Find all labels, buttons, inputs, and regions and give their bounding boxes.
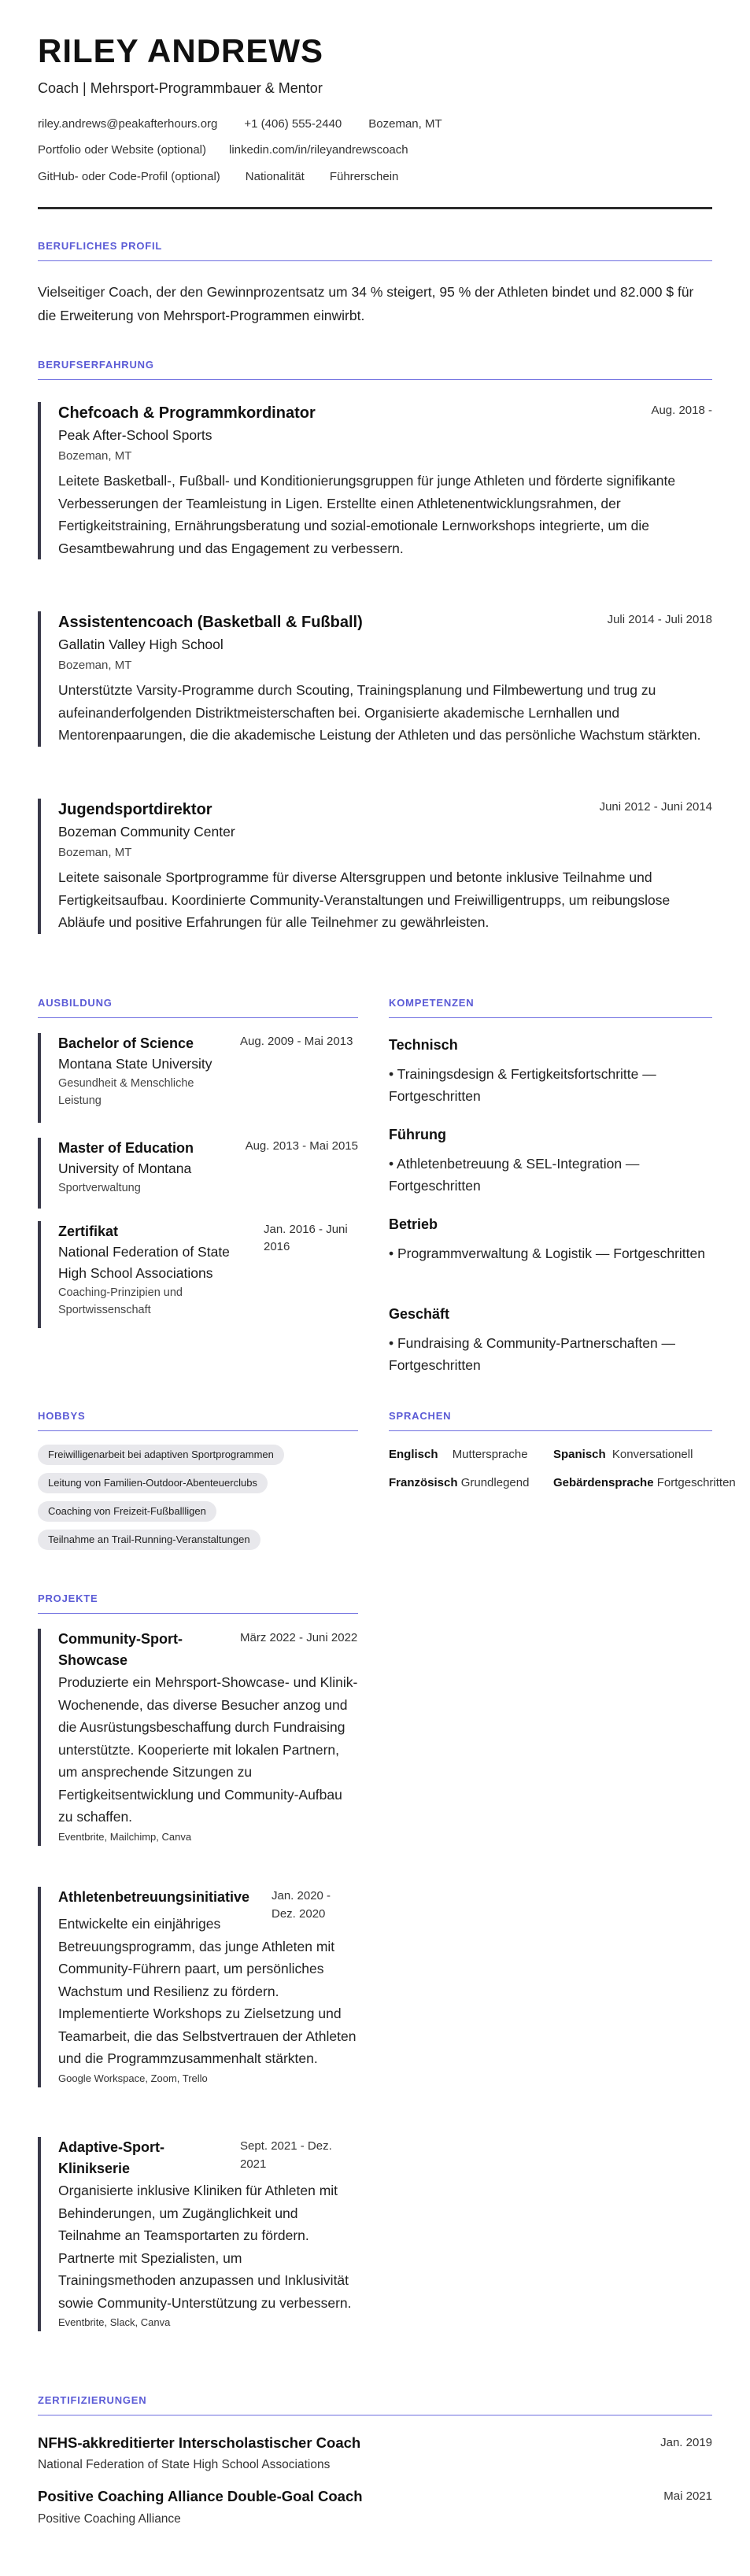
section-rule [38,1430,358,1431]
job-title: Chefcoach & Programmkordinator [58,404,316,422]
linkedin-link[interactable]: linkedin.com/in/rileyandrewscoach [229,143,408,157]
skill-category: Technisch [389,1037,458,1053]
hobby-chip: Freiwilligenarbeit bei adaptiven Sportprogrammen [38,1445,284,1465]
certification-title: NFHS-akkreditierter Interscholastischer Coach [38,2434,361,2451]
certification-issuer: National Federation of State High School Associations [38,2458,331,2471]
language-entry [553,1476,736,1489]
skill-category: Geschäft [389,1306,450,1322]
header-divider [38,207,712,209]
job-location: Bozeman, MT [58,659,132,672]
school-name: University of Montana [58,1161,192,1176]
skill-item: • Fundraising & Community-Partnerschaften — Fortgeschritten [389,1335,676,1373]
section-rule [38,379,712,380]
job-employer: Peak After-School Sports [58,427,212,443]
hobby-chip: Leitung von Familien-Outdoor-Abenteuerclubs [38,1473,268,1493]
experience-item [38,799,712,934]
skill-category: Führung [389,1127,446,1142]
section-heading-profile: BERUFLICHES PROFIL [38,240,163,252]
project-tools: Eventbrite, Slack, Canva [58,2316,171,2328]
certification-issuer: Positive Coaching Alliance [38,2512,181,2526]
section-rule [389,1017,712,1018]
education-item [38,1033,358,1123]
language-level: Muttersprache [452,1448,528,1461]
job-title: Assistentencoach (Basketball & Fußball) [58,614,363,631]
field-of-study: Coaching-Prinzipien und Sportwissenschaft [58,1286,183,1316]
candidate-name: RILEY ANDREWS [38,32,324,69]
license-text: Führerschein [329,170,399,183]
job-date: Juli 2014 - Juli 2018 [607,613,712,626]
school-name: National Federation of State High School Associations [58,1244,230,1281]
section-heading-languages: SPRACHEN [389,1410,452,1422]
job-date: Juni 2012 - Juni 2014 [599,800,712,814]
education-date: Aug. 2009 - Mai 2013 [240,1035,353,1048]
certification-title: Positive Coaching Alliance Double-Goal Coach [38,2488,363,2504]
project-description: Entwickelte ein einjähriges Betreuungsprogramm, das junge Athleten mit Community-Führern paart, um persönliches Wachstum und Resilienz zu fördern. Implementierte Workshops zu Zielsetzung und Teamarbeit, die das Selbstvertrauen der Athleten und die Programmzusammenhalt stärkten. [58,1916,357,2066]
job-location: Bozeman, MT [58,846,132,859]
skill-item: • Athletenbetreuung & SEL-Integration — Fortgeschritten [389,1156,640,1194]
job-employer: Gallatin Valley High School [58,637,224,652]
job-date: Aug. 2018 - [651,404,712,417]
certification-date: Mai 2021 [663,2489,712,2503]
certification-date: Jan. 2019 [660,2436,712,2449]
section-rule [38,1017,358,1018]
language-entry [553,1448,693,1461]
field-of-study: Gesundheit & Menschliche Leistung [58,1077,194,1107]
degree-title: Zertifikat [58,1223,119,1239]
github-link[interactable]: GitHub- oder Code-Profil (optional) [38,170,220,183]
hobby-chip: Teilnahme an Trail-Running-Veranstaltungen [38,1530,260,1550]
hobby-chip: Coaching von Freizeit-Fußballligen [38,1501,216,1522]
section-heading-projects: PROJEKTE [38,1592,98,1604]
language-entry [389,1448,528,1461]
project-title: Adaptive-Sport-Klinikserie [58,2139,164,2176]
language-name: Spanisch [553,1448,606,1461]
project-description: Produzierte ein Mehrsport-Showcase- und Klinik-Wochenende, das diverse Besucher anzog und die Ausrüstungsbeschaffung durch Fundraising unterstützte. Kooperierte mit lokalen Partnern, um ansprechende Sitzungen zu Fertigkeitsentwicklung und Community-Aufbau zu schaffen. [58,1674,358,1825]
project-title: Athletenbetreuungsinitiative [58,1889,250,1905]
job-description: Unterstützte Varsity-Programme durch Scouting, Trainingsplanung und Filmbewertung und trug zu aufeinanderfolgenden Distriktmeisterschaften bei. Organisierte akademische Lernhallen und Mentorenpaarungen, die die akademische Leistung der Athleten und das persönliche Wachstum stärkten. [58,682,701,743]
project-date: Sept. 2021 - Dez. 2021 [240,2139,332,2171]
contact-row-2 [38,143,408,157]
section-rule [38,1613,358,1614]
degree-title: Master of Education [58,1140,194,1156]
nationality-text: Nationalität [245,170,305,183]
section-heading-skills: KOMPETENZEN [389,997,475,1009]
job-description: Leitete saisonale Sportprogramme für diverse Altersgruppen und betonte inklusive Teilnahme und Fertigkeitsaufbau. Koordinierte Community-Veranstaltungen und Freiwilligentrupps, um reibungslose Abläufe und positive Erfahrungen für alle Teilnehmer zu gewährleisten. [58,869,671,930]
language-name: Gebärdensprache [553,1476,654,1489]
field-of-study: Sportverwaltung [58,1182,141,1194]
language-name: Französisch [389,1476,458,1489]
degree-title: Bachelor of Science [58,1035,194,1051]
skill-category: Betrieb [389,1216,438,1232]
job-title: Jugendsportdirektor [58,801,212,818]
section-heading-hobbies: HOBBYS [38,1410,86,1422]
language-entry [389,1476,529,1489]
language-name: Englisch [389,1448,438,1461]
project-tools: Google Workspace, Zoom, Trello [58,2072,208,2084]
language-level: Konversationell [611,1448,693,1461]
education-date: Aug. 2013 - Mai 2015 [245,1139,358,1153]
email-link[interactable]: riley.andrews@peakafterhours.org [38,117,218,131]
project-item [38,1887,358,2087]
experience-item [38,402,712,559]
education-item [38,1138,358,1209]
candidate-title: Coach | Mehrsport-Programmbauer & Mentor [38,80,323,96]
job-location: Bozeman, MT [58,449,132,463]
project-item [38,1629,358,1846]
section-rule [389,1430,712,1431]
job-description: Leitete Basketball-, Fußball- und Konditionierungsgruppen für junge Athleten und förderte signifikante Verbesserungen der Teamleistung in Ligen. Erstellte einen Athletenentwicklungsrahmen, der Fertigkeitstraining, Ernährungsberatung und sozial-emotionale Lernworkshops integrierte, um die Gesamtbewahrung und das Engagement zu verbessern. [58,473,676,556]
profile-summary: Vielseitiger Coach, der den Gewinnprozentsatz um 34 % steigert, 95 % der Athleten bindet und 82.000 $ für die Erweiterung von Mehrsport-Programmen einwirbt. [38,284,694,323]
section-heading-education: AUSBILDUNG [38,997,113,1009]
section-heading-experience: BERUFSERFAHRUNG [38,359,154,371]
education-date: Jan. 2016 - Juni 2016 [264,1223,348,1253]
skill-item: • Trainingsdesign & Fertigkeitsfortschritte — Fortgeschritten [389,1066,656,1104]
project-tools: Eventbrite, Mailchimp, Canva [58,1830,192,1843]
job-employer: Bozeman Community Center [58,824,235,840]
project-date: Jan. 2020 - Dez. 2020 [272,1889,331,1921]
school-name: Montana State University [58,1056,212,1072]
contact-row-1 [38,117,442,131]
portfolio-link[interactable]: Portfolio oder Website (optional) [38,143,206,157]
project-item [38,2137,358,2331]
project-title: Community-Sport-Showcase [58,1631,183,1668]
language-level: Grundlegend [460,1476,530,1489]
phone-text[interactable]: +1 (406) 555-2440 [244,117,342,131]
education-item [38,1221,358,1328]
language-level: Fortgeschritten [656,1476,736,1489]
section-rule [38,260,712,261]
contact-row-3 [38,170,398,183]
section-heading-certifications: ZERTIFIZIERUNGEN [38,2394,147,2406]
project-date: März 2022 - Juni 2022 [240,1631,358,1644]
location-text: Bozeman, MT [368,117,442,131]
project-description: Organisierte inklusive Kliniken für Athleten mit Behinderungen, um Zugänglichkeit und Teilnahme an Teamsportarten zu fördern. Partnerte mit Spezialisten, um Trainingsmethoden anzupassen und Inklusivität sowie Community-Unterstützung zu verbessern. [58,2183,352,2311]
skill-item: • Programmverwaltung & Logistik — Fortgeschritten [389,1246,705,1261]
experience-item [38,611,712,747]
